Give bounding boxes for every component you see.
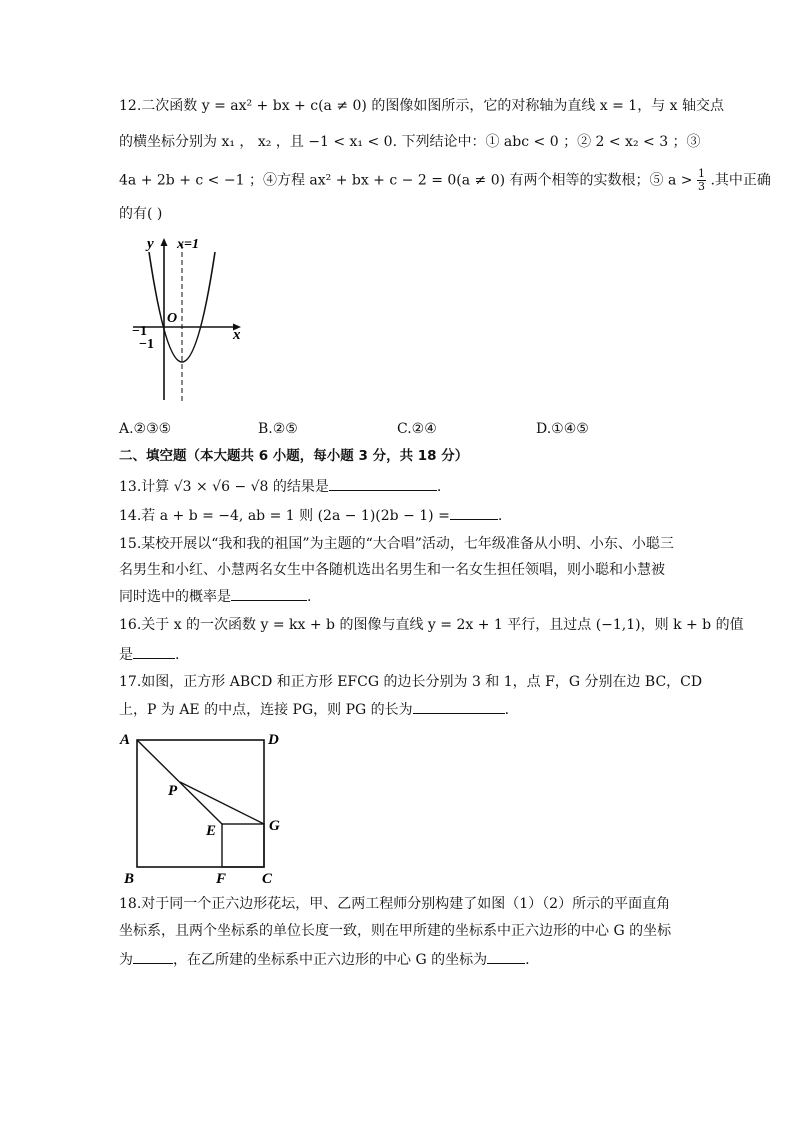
square-efcg: [222, 824, 264, 867]
q18-answer-blank-2: [487, 949, 525, 964]
q18-answer-blank-1: [133, 949, 173, 964]
q18-line3-a: 为: [119, 952, 133, 968]
q14-answer-blank: [450, 505, 498, 520]
section-heading: 二、填空题（本大题共 6 小题，每小题 3 分，共 18 分）: [119, 448, 469, 464]
q18-line2: 坐标系，且两个坐标系的单位长度一致，则在甲所建的坐标系中正六边形的中心 G 的坐标: [119, 923, 672, 939]
q15-line1: 15.某校开展以“我和我的祖国”为主题的“大合唱”活动，七年级准备从小明、小东、小聪三: [119, 536, 674, 552]
q18-line3: [119, 949, 530, 970]
q17-end: .: [504, 702, 510, 718]
point-d-label: D: [268, 732, 279, 748]
x-axis-label: x: [233, 327, 241, 343]
fraction-one-third: [697, 168, 706, 193]
point-b-label: B: [124, 871, 135, 887]
point-e-label: E: [206, 823, 217, 839]
symmetry-axis-label: x=1: [177, 237, 199, 252]
q14-text: 14.若 a + b = −4, ab = 1 则 (2a − 1)(2b − 1) =: [119, 508, 450, 524]
option-b: B.②⑤: [258, 421, 298, 437]
segment-pg: [180, 782, 264, 824]
q13-end: .: [436, 479, 442, 495]
segment-ae: [137, 740, 222, 824]
point-g-label: G: [269, 818, 280, 834]
option-d: D.①④⑤: [536, 421, 589, 437]
q12-line3-pre: 4a + 2b + c < −1 ；④方程 ax² + bx + c − 2 = 0(a ≠ 0) 有两个相等的实数根；⑤ a >: [119, 172, 693, 189]
q16-line2: [119, 644, 179, 665]
q15-answer-blank: [231, 586, 307, 601]
y-axis-arrow-icon: [161, 238, 168, 246]
point-f-label: F: [216, 871, 227, 887]
q15-line2: 名男生和小红、小慧两名女生中各随机选出名男生和一名女生担任领唱，则小聪和小慧被: [119, 562, 665, 578]
q18-end: .: [525, 952, 530, 968]
q18-line1: 18.对于同一个正六边形花坛，甲、乙两工程师分别构建了如图（1）（2）所示的平面直角: [119, 896, 671, 912]
q13-text: 13.计算 √3 × √6 − √8 的结果是: [119, 479, 329, 495]
q15-line3-text: 同时选中的概率是: [119, 589, 231, 605]
q17-line2: [119, 699, 509, 720]
q14-end: .: [497, 508, 503, 524]
q12-options: [119, 419, 719, 439]
q15-end: .: [307, 589, 312, 605]
q15-line3: [119, 586, 311, 607]
q16-line2-text: 是: [119, 647, 133, 663]
origin-label: O: [167, 311, 178, 326]
q12-line2: 的横坐标分别为 x₁ ， x₂ ，且 −1 < x₁ < 0. 下列结论中：① abc < 0 ；② 2 < x₂ < 3 ；③: [119, 134, 701, 150]
point-a-label: A: [120, 732, 131, 748]
q12-line4: 的有( ): [119, 206, 163, 222]
q12-line1: 12.二次函数 y = ax² + bx + c(a ≠ 0) 的图像如图所示，它的对称轴为直线 x = 1，与 x 轴交点: [119, 98, 725, 114]
point-c-label: C: [262, 871, 273, 887]
q13-answer-blank: [329, 476, 437, 491]
fraction-denominator: 3: [697, 180, 705, 193]
q16-answer-blank: [133, 644, 175, 659]
q14-line: [119, 505, 502, 526]
parabola-graph: [125, 232, 250, 407]
squares-figure: [114, 726, 292, 888]
q17-line1: 17.如图，正方形 ABCD 和正方形 EFCG 的边长分别为 3 和 1，点 F，G 分别在边 BC，CD: [119, 674, 703, 690]
q16-line1: 16.关于 x 的一次函数 y = kx + b 的图像与直线 y = 2x + 1 平行，且过点 (−1,1)，则 k + b 的值: [119, 617, 744, 633]
fraction-numerator: 1: [697, 167, 705, 180]
q12-line3: [119, 168, 771, 193]
q16-end: .: [175, 647, 180, 663]
y-axis-label: y: [147, 236, 154, 252]
option-a: A.②③⑤: [119, 421, 172, 437]
neg-one-x-label: −1: [132, 324, 147, 339]
option-c: C.②④: [397, 421, 437, 437]
neg-one-y-label: −1: [139, 337, 154, 352]
q12-line3-post: .其中正确: [710, 172, 771, 189]
point-p-label: P: [168, 783, 178, 799]
q18-line3-b: ，在乙所建的坐标系中正六边形的中心 G 的坐标为: [173, 952, 488, 968]
q17-answer-blank: [413, 699, 505, 714]
q13-line: [119, 476, 441, 497]
q17-line2-text: 上，P 为 AE 的中点，连接 PG，则 PG 的长为: [119, 702, 413, 718]
